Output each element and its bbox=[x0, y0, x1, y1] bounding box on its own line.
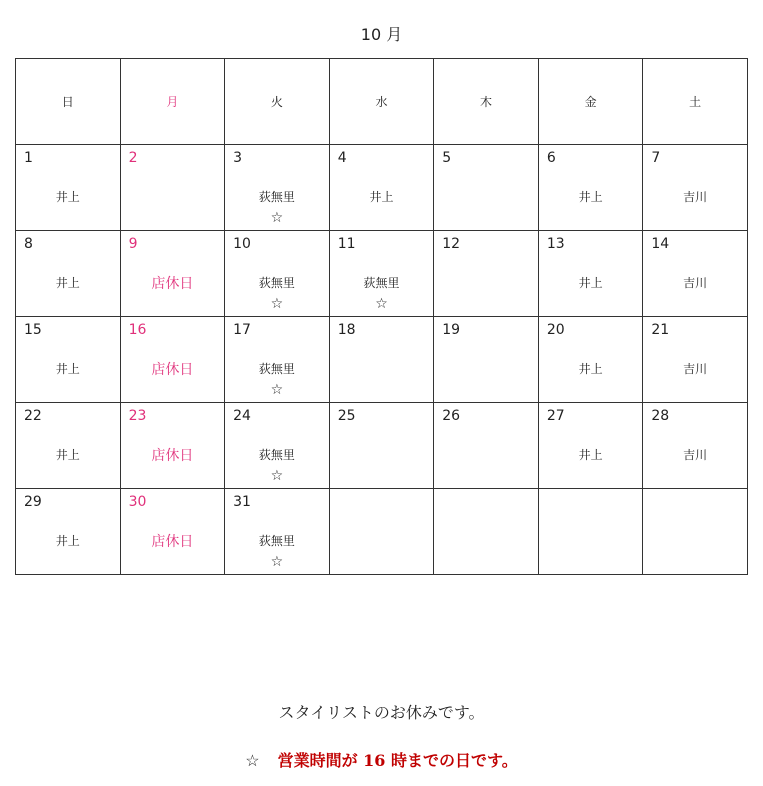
weekday-thu: 木 bbox=[434, 59, 539, 145]
calendar-day-cell bbox=[120, 231, 225, 317]
calendar-day-cell bbox=[329, 145, 434, 231]
closed-day-label: 店休日 bbox=[151, 534, 194, 550]
calendar-day-cell bbox=[538, 231, 643, 317]
calendar-day-cell bbox=[643, 403, 748, 489]
day-number: 27 bbox=[546, 408, 565, 424]
calendar-day-cell bbox=[643, 317, 748, 403]
stylist-off-name: 井上 bbox=[369, 190, 394, 204]
calendar-day-cell bbox=[538, 489, 643, 575]
calendar-week-row bbox=[16, 145, 748, 231]
stylist-off-name: 荻無里 bbox=[258, 190, 295, 204]
stylist-off-name: 荻無里 bbox=[258, 276, 295, 290]
stylist-off-name: 井上 bbox=[55, 362, 80, 376]
stylist-off-name: 井上 bbox=[55, 190, 80, 204]
day-number: 5 bbox=[442, 150, 452, 166]
closed-day-label: 店休日 bbox=[151, 448, 194, 464]
star-icon: ☆ bbox=[270, 554, 284, 570]
calendar-week-row bbox=[16, 403, 748, 489]
calendar-title: 10 月 bbox=[360, 25, 403, 44]
day-number: 30 bbox=[128, 494, 147, 510]
stylist-off-name: 井上 bbox=[55, 448, 80, 462]
calendar-day-cell bbox=[225, 317, 330, 403]
weekday-tue: 火 bbox=[225, 59, 330, 145]
star-icon: ☆ bbox=[270, 468, 284, 484]
closed-day-label: 店休日 bbox=[151, 362, 194, 378]
stylist-off-name: 吉川 bbox=[683, 190, 708, 204]
calendar-day-cell bbox=[434, 231, 539, 317]
day-number: 21 bbox=[651, 322, 670, 338]
star-icon: ☆ bbox=[270, 382, 284, 398]
calendar-week-row bbox=[16, 317, 748, 403]
calendar-day-cell bbox=[434, 145, 539, 231]
weekday-sun: 日 bbox=[16, 59, 121, 145]
day-number: 10 bbox=[233, 236, 251, 252]
calendar-day-cell bbox=[434, 317, 539, 403]
calendar-day-cell bbox=[643, 489, 748, 575]
stylist-off-name: 井上 bbox=[578, 362, 603, 376]
stylist-off-name: 井上 bbox=[578, 448, 603, 462]
day-number: 26 bbox=[442, 408, 461, 424]
weekday-header-row bbox=[16, 59, 748, 145]
calendar-day-cell bbox=[329, 403, 434, 489]
stylist-off-note: スタイリストのお休みです。 bbox=[278, 703, 485, 722]
stylist-off-name: 荻無里 bbox=[363, 276, 400, 290]
calendar-day-cell bbox=[538, 317, 643, 403]
weekday-wed: 水 bbox=[329, 59, 434, 145]
calendar-week-row bbox=[16, 489, 748, 575]
day-number: 11 bbox=[337, 236, 356, 252]
calendar-day-cell bbox=[225, 145, 330, 231]
day-number: 1 bbox=[24, 150, 33, 166]
day-number: 4 bbox=[337, 150, 347, 166]
stylist-off-name: 吉川 bbox=[683, 448, 708, 462]
stylist-off-name: 吉川 bbox=[683, 362, 708, 376]
star-icon: ☆ bbox=[375, 296, 388, 312]
calendar-week-row bbox=[16, 231, 748, 317]
calendar-day-cell bbox=[16, 317, 121, 403]
weekday-mon: 月 bbox=[120, 59, 225, 145]
day-number: 12 bbox=[442, 236, 461, 252]
weekday-sat: 土 bbox=[643, 59, 748, 145]
day-number: 20 bbox=[546, 322, 565, 338]
calendar-day-cell bbox=[16, 145, 121, 231]
day-number: 17 bbox=[233, 322, 251, 338]
day-number: 14 bbox=[651, 236, 670, 252]
calendar-day-cell bbox=[120, 317, 225, 403]
day-number: 25 bbox=[337, 408, 356, 424]
day-number: 22 bbox=[24, 408, 42, 424]
short-hours-text: 営業時間が 16 時までの日です。 bbox=[277, 751, 518, 770]
calendar-day-cell bbox=[329, 231, 434, 317]
day-number: 31 bbox=[233, 494, 251, 510]
day-number: 19 bbox=[442, 322, 461, 338]
stylist-off-name: 吉川 bbox=[683, 276, 708, 290]
star-icon: ☆ bbox=[245, 751, 260, 770]
calendar-day-cell bbox=[329, 317, 434, 403]
calendar-day-cell bbox=[643, 231, 748, 317]
calendar-day-cell bbox=[434, 403, 539, 489]
day-number: 13 bbox=[546, 236, 565, 252]
calendar-day-cell bbox=[225, 489, 330, 575]
calendar-day-cell bbox=[16, 403, 121, 489]
calendar-day-cell bbox=[16, 489, 121, 575]
day-number: 23 bbox=[128, 408, 147, 424]
calendar-day-cell bbox=[225, 403, 330, 489]
calendar-day-cell bbox=[120, 145, 225, 231]
day-number: 15 bbox=[24, 322, 42, 338]
short-hours-note bbox=[0, 748, 763, 771]
calendar-day-cell bbox=[120, 489, 225, 575]
closed-day-label: 店休日 bbox=[151, 276, 194, 292]
calendar-day-cell bbox=[538, 403, 643, 489]
star-icon: ☆ bbox=[270, 296, 284, 312]
stylist-off-name: 井上 bbox=[55, 534, 80, 548]
calendar-table bbox=[15, 58, 748, 575]
calendar-day-cell bbox=[643, 145, 748, 231]
day-number: 24 bbox=[233, 408, 251, 424]
day-number: 8 bbox=[24, 236, 33, 252]
day-number: 29 bbox=[24, 494, 42, 510]
day-number: 6 bbox=[546, 150, 556, 166]
day-number: 16 bbox=[128, 322, 147, 338]
stylist-off-name: 荻無里 bbox=[258, 448, 295, 462]
stylist-off-name: 井上 bbox=[55, 276, 80, 290]
star-icon: ☆ bbox=[270, 210, 284, 226]
stylist-off-name: 井上 bbox=[578, 190, 603, 204]
calendar-day-cell bbox=[16, 231, 121, 317]
weekday-fri: 金 bbox=[538, 59, 643, 145]
calendar-day-cell bbox=[120, 403, 225, 489]
calendar-day-cell bbox=[434, 489, 539, 575]
day-number: 7 bbox=[651, 150, 661, 166]
calendar-day-cell bbox=[538, 145, 643, 231]
day-number: 28 bbox=[651, 408, 670, 424]
day-number: 3 bbox=[233, 150, 243, 166]
stylist-off-name: 荻無里 bbox=[258, 534, 295, 548]
calendar-day-cell bbox=[225, 231, 330, 317]
stylist-off-name: 荻無里 bbox=[258, 362, 295, 376]
calendar-day-cell bbox=[329, 489, 434, 575]
stylist-off-name: 井上 bbox=[578, 276, 603, 290]
day-number: 18 bbox=[337, 322, 356, 338]
day-number: 2 bbox=[128, 150, 138, 166]
day-number: 9 bbox=[128, 236, 138, 252]
